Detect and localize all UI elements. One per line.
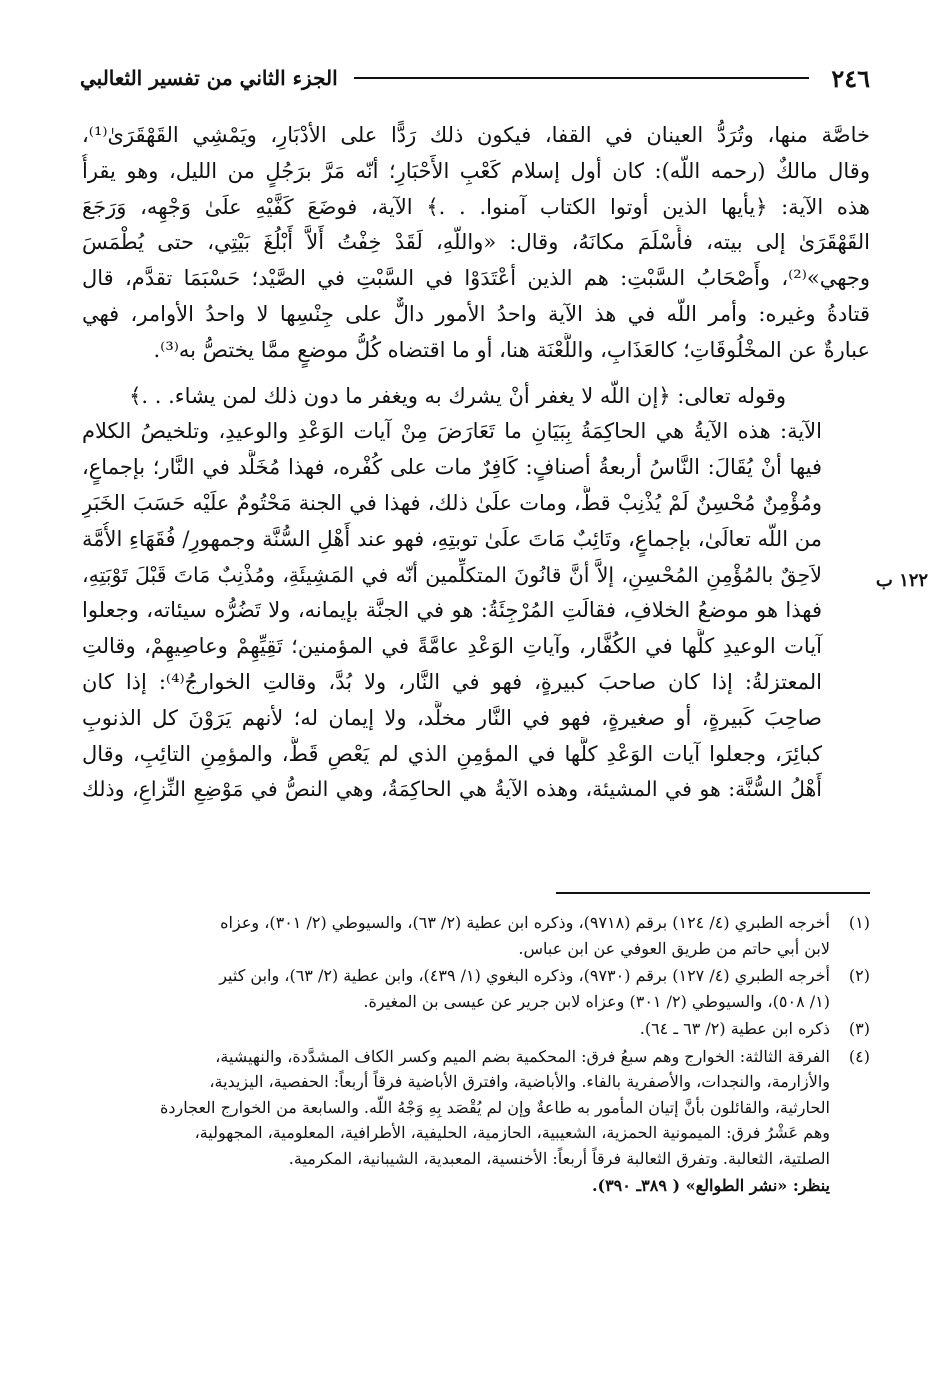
footnote-1 bbox=[82, 910, 870, 961]
footnote-line: لابن أبي حاتم من طريق العوفي عن ابن عباس. bbox=[518, 938, 830, 958]
text-line: خاصَّة منها، وتُرَدُّ العينان في القفا، فيكون ذلك رَدًّا على الأدْبَارِ، ويَمْشِي القَهْقَرَىٰ⁽¹⁾، bbox=[82, 123, 870, 147]
footnote-reference bbox=[82, 1173, 870, 1199]
text-line: صاحِبَ كَبيرةٍ، أو صغيرةٍ، فهو في النَّار مخلَّد، ولا إيمان له؛ لأنهم يَرَوْنَ كل الذنوبِ bbox=[82, 705, 822, 730]
text-line: فهذا هو موضعُ الخلافِ، فقالَتِ المُرْجِئَةُ: هو في الجنَّة بإيمانه، ولا تَضُرُّه سيئاته، وجعلوا bbox=[82, 598, 822, 623]
footnote-line: (١/ ٥٠٨)، والسيوطي (٢/ ٣٠١) وعزاه لابن جرير عن عيسى بن المغيرة. bbox=[363, 991, 830, 1011]
main-text bbox=[82, 118, 870, 808]
footnote-number: (٢) bbox=[848, 966, 870, 985]
text-line: قتادةُ وغيره: وأمر اللّه في هذ الآية واحدُ الأمور دالٌّ على جِنْسِها لا واحدُ الأوامر، فهي bbox=[82, 301, 870, 326]
footnote-line: ذكره ابن عطية (٢/ ٦٣ ـ ٦٤). bbox=[639, 1019, 830, 1038]
footnote-2 bbox=[82, 963, 870, 1014]
footnote-line: الحارثية، والقائلون بأنَّ إتيان المأمور به طاعةٌ وإن لم يُقْصَد بِهِ وَجْهُ اللّه. والسابعة من الخوارج العجاردة bbox=[160, 1097, 830, 1117]
text-line: آيات الوعيدِ كلَّها في الكُفَّار، وآياتِ الوَعْدِ عامَّةً في المؤمنين؛ تَقِيِّهِمْ وعاصِيهِمْ، وقالتِ bbox=[82, 634, 822, 659]
text-line: ومُؤْمِنٌ مُحْسِنٌ لَمْ يُذْنِبْ قطُّ، ومات علَىٰ ذلك، فهذا في الجنة مَحْتُومٌ علَيْه حَسَبَ الخَبَرِ bbox=[82, 490, 822, 515]
text-line: وجهي»⁽²⁾، وأَصْحَابُ السَّبْتِ: هم الذين أعْتَدَوْا في السَّبْتِ في الصَّيْد؛ حَسْبَمَا تقدَّم، قال bbox=[82, 266, 870, 291]
footnote-line: الفرقة الثالثة: الخوارج وهم سبعُ فرق: المحكمية بضم الميم وكسر الكاف المشدَّدة، والنهيشية، bbox=[215, 1046, 830, 1066]
footnotes bbox=[82, 910, 870, 1201]
footnote-text bbox=[82, 910, 830, 961]
footnote-line: ينظر: «نشر الطوالع» ( ٣٨٩ـ ٣٩٠). bbox=[591, 1176, 830, 1195]
text-line: كبائِرَ، وجعلوا آيات الوَعْدِ كلَّها في المؤمِنِ الذي لم يَعْصِ قَطُّ، والمؤمِنِ التائِبِ، وقال bbox=[82, 741, 822, 766]
text-line: هذه الآية: ﴿يأيها الذين أوتوا الكتاب آمنوا. . .﴾ الآية، فوضَعَ كَفَّيْهِ علَىٰ وَجْهِه، وَرَجَعَ bbox=[82, 194, 870, 219]
footnote-text bbox=[82, 1173, 830, 1199]
page-number: ٢٤٦ bbox=[831, 63, 870, 93]
footnote-line: وهم عَشْرُ فرق: الميمونية الحمزية، الشعيبية، الحازمية، الحليفية، الأطرافية، المعلومية، المجهولية، bbox=[194, 1123, 830, 1142]
text-line: الآية: هذه الآيةُ هي الحاكِمَةُ بِبَيَانِ ما تَعَارَضَ مِنْ آيات الوَعْدِ والوعيدِ، وتلخيصُ الكلام bbox=[82, 419, 822, 444]
footnote-number: (١) bbox=[848, 913, 870, 932]
text-line: المعتزلةُ: إذا كان صاحبَ كبيرةٍ، فهو في النَّار، ولا بُدَّ، وقالتِ الخوارجُ⁽⁴⁾: إذا كان bbox=[82, 669, 823, 694]
footnote-3 bbox=[82, 1016, 870, 1042]
footnote-text bbox=[82, 1016, 830, 1042]
footnote-text bbox=[82, 963, 830, 1014]
text-line: وقوله تعالى: ﴿إن اللّه لا يغفر أنْ يشرك به ويغفر ما دون ذلك لمن يشاء. . .﴾ bbox=[129, 383, 786, 408]
text-line: القَهْقَرَىٰ إلى بيته، فأَسْلَمَ مكانَهُ، وقال: «واللّهِ، لَقَدْ خِفْتُ أَلاَّ أَبْلُغَ بَيْتِي، حتى يُطْمَسَ bbox=[82, 230, 870, 255]
footnote-line: الصلتية، الثعالبة. وتفرق الثعالبة فرقاً أربعاً: الأخنسية، المعبدية، الشيبانية، المكرمية. bbox=[288, 1148, 830, 1168]
text-line: عبارةٌ عن المخْلُوقَاتِ؛ كالعَذَابِ، واللَّعْنَة هنا، أو ما اقتضاه كُلُّ موضعٍ ممَّا يختصُّ به⁽³⁾. bbox=[153, 337, 870, 362]
footnote-line: أخرجه الطبري (٤/ ١٢٧) برقم (٩٧٣٠)، وذكره البغوي (١/ ٤٣٩)، وابن عطية (٢/ ٦٣)، وابن كثير bbox=[219, 966, 830, 985]
text-line: وقال مالكٌ (رحمه اللّه): كان أول إسلام كَعْبِ الأَحْبَارِ؛ أنّه مَرَّ برَجُلٍ من الليل، وهو يقرأُ bbox=[82, 158, 870, 183]
running-title: الجزء الثاني من تفسير الثعالبي bbox=[80, 66, 338, 90]
footnote-separator bbox=[556, 892, 870, 894]
footnote-4 bbox=[82, 1044, 870, 1172]
header-rule bbox=[354, 77, 810, 79]
footnote-line: والأزارمة، والنجدات، والأصفرية بالفاء. والأباضية، وافترق الأباضية فرقاً أربعاً: الحفصية، اليزيدية، bbox=[209, 1072, 830, 1091]
text-line: أَهْلُ السُّنَّة: هو في المشيئة، وهذه الآيةُ هي الحاكِمَةُ، وهي النصُّ في مَوْضِعِ النِّزاعِ، وذلك bbox=[82, 777, 822, 802]
footnote-line: أخرجه الطبري (٤/ ١٢٤) برقم (٩٧١٨)، وذكره ابن عطية (٢/ ٦٣)، والسيوطي (٢/ ٣٠١)، وعزاه bbox=[220, 913, 830, 932]
text-line: فيها أنْ يُقَالَ: النَّاسُ أربعةُ أصنافٍ: كَافِرٌ مات على كُفْره، فهذا مُخَلَّد في النَّار؛ بإجماعٍ، bbox=[82, 455, 822, 480]
paragraph-1 bbox=[82, 118, 870, 369]
footnote-text bbox=[82, 1044, 830, 1172]
running-header bbox=[80, 58, 870, 98]
footnote-number bbox=[830, 1173, 870, 1199]
footnote-number: (٤) bbox=[848, 1046, 870, 1066]
text-line: من اللّه تعالَىٰ، بإجماعٍ، وتَائِبٌ مَاتَ علَىٰ توبتِهِ، فهو عند أَهْلِ السُّنَّة وجمهورِ/ فُقَهَاءِ الأُمَّة bbox=[82, 526, 822, 551]
paragraph-2 bbox=[82, 379, 870, 809]
manuscript-folio-note: ١٢٢ ب bbox=[875, 570, 929, 591]
footnote-number: (٣) bbox=[848, 1019, 870, 1038]
text-line: لاَحِقٌ بالمُؤْمِنِ المُحْسِنِ، إلاَّ أنَّ قانُونَ المتكلِّمين أنّه في المَشِيئَةِ، ومُذْنِبٌ مَاتَ قَبْلَ تَوْبَتِهِ، bbox=[82, 562, 822, 587]
